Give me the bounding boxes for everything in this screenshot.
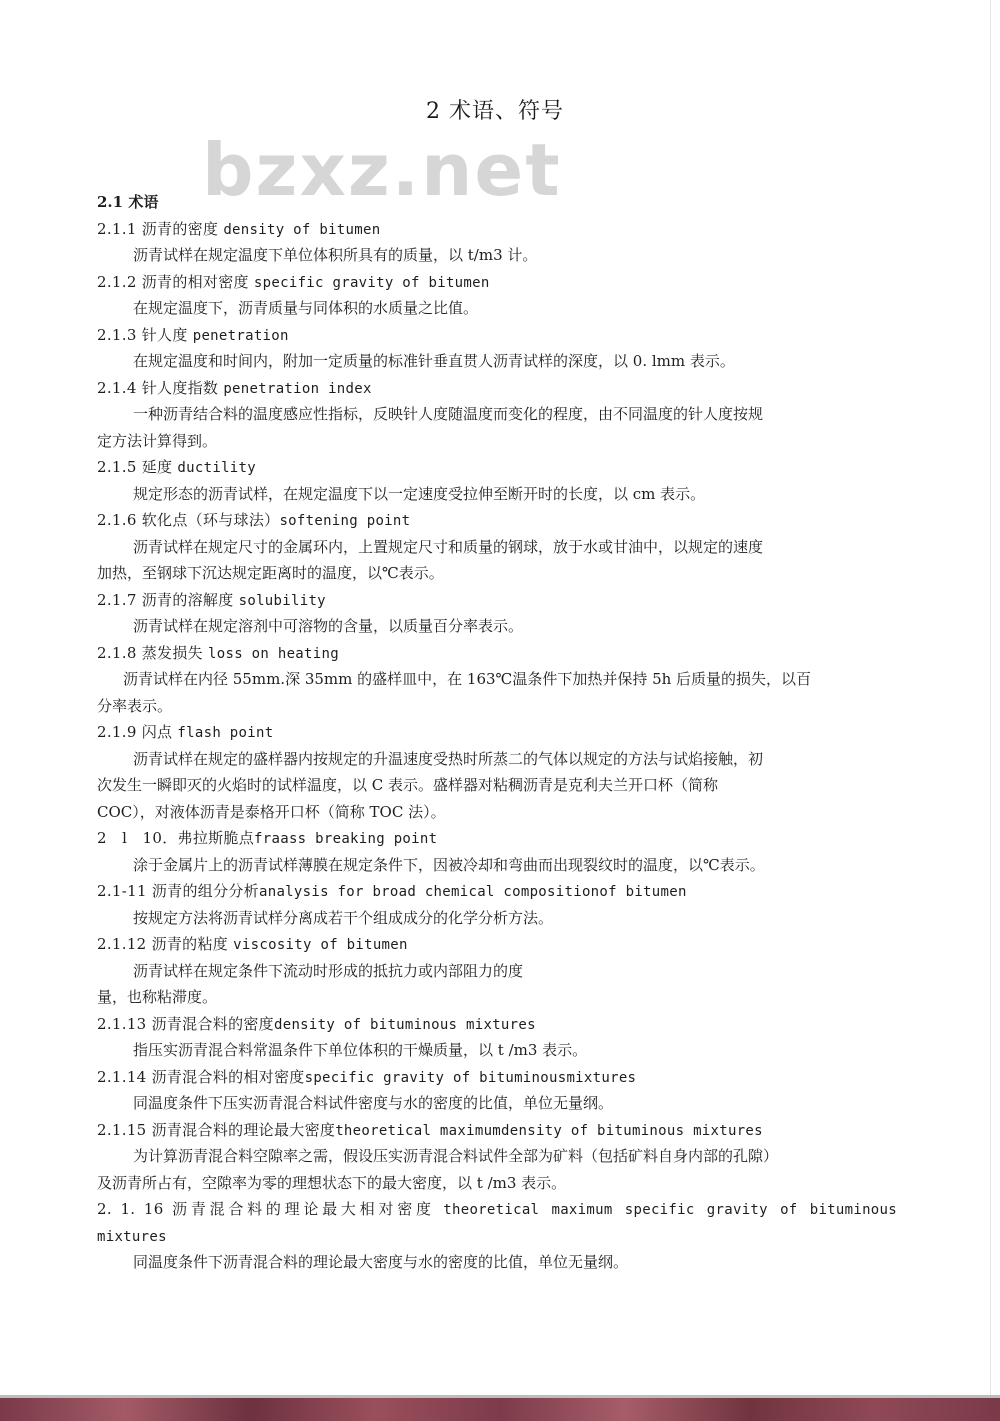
definition: 沥青试样在规定温度下单位体积所具有的质量，以 t/m3 计。 [133,246,538,264]
term-2-1-6 [97,507,897,534]
definition-continued: 次发生一瞬即灭的火焰时的试样温度，以 C 表示。盛样器对粘稠沥青是克利夫兰开口杯（简称 [97,776,719,794]
term-2-1-9 [97,719,897,746]
term-zh: 2.1.13 沥青混合料的密度 [97,1014,274,1033]
term-2-1-7 [97,587,897,614]
term-en: theoretical maximumdensity of bituminous mixtures [335,1122,763,1139]
term-2-1-8 [97,640,897,667]
term-zh: 2.1.9 闪点 [97,723,173,741]
term-zh: 2.1.4 针人度指数 [97,378,219,397]
page-title: 2 术语、符号 [426,99,564,124]
definition: 沥青试样在规定溶剂中可溶物的含量，以质量百分率表示。 [133,617,524,635]
term-zh: 2.1.5 延度 [97,458,173,476]
definition: 为计算沥青混合料空隙率之需，假设压实沥青混合料试件全部为矿料（包括矿料自身内部的孔隙） [133,1147,779,1165]
term-zh: 2 l 10．弗拉斯脆点 [97,829,255,847]
term-en: density of bituminous mixtures [273,1016,536,1033]
definition: 指压实沥青混合料常温条件下单位体积的干燥质量，以 t /m3 表示。 [133,1041,588,1059]
term-2-1-11 [97,878,897,905]
term-zh: 2.1.8 蒸发损失 [97,643,203,662]
term-2-1-10 [97,825,897,852]
definition: 沥青试样在规定的盛样器内按规定的升温速度受热时所蒸二的气体以规定的方法与试焰接触，初 [133,749,764,768]
term-en: viscosity of bitumen [233,937,408,953]
definition-continued: 及沥青所占有，空隙率为零的理想状态下的最大密度，以 t /m3 表示。 [97,1173,567,1192]
definition: 规定形态的沥青试样，在规定温度下以一定速度受拉伸至断开时的长度，以 cm 表示。 [133,484,706,503]
term-en: softening point [279,513,411,529]
definition: 同温度条件下压实沥青混合料试件密度与水的密度的比值，单位无量纲。 [133,1094,614,1112]
watermark: bzxz.net [202,128,562,212]
definition-continued: 分率表示。 [97,696,173,715]
term-2-1-12 [97,931,897,958]
definition: 按规定方法将沥青试样分离成若干个组成成分的化学分析方法。 [133,908,554,927]
term-2-1-4 [97,375,897,402]
term-en: penetration [192,327,289,344]
term-en: theoretical maximum specific gravity of bituminous [443,1202,897,1218]
term-2-1-2 [97,269,897,296]
term-2-1-1 [97,216,897,243]
term-continued [97,1223,897,1250]
definition: 沥青试样在规定条件下流动时形成的抵抗力或内部阻力的度 [133,961,524,980]
term-zh: 2.1.6 软化点（环与球法） [97,511,280,529]
term-2-1-3 [97,322,897,349]
term-en: loss on heating [208,645,339,662]
term-en: penetration index [223,380,372,397]
term-en: specific gravity of bituminousmixtures [304,1069,637,1086]
definition: 沥青试样在内径 55mm.深 35mm 的盛样皿中，在 163℃温条件下加热并保持 5h 后质量的损失，以百 [123,670,812,688]
term-en: ductility [177,460,256,476]
definition: 同温度条件下沥青混合料的理论最大密度与水的密度的比值，单位无量纲。 [133,1253,629,1271]
term-en: flash point [177,725,274,741]
definition: 沥青试样在规定尺寸的金属环内，上置规定尺寸和质量的钢球，放于水或甘油中，以规定的速度 [133,537,764,556]
term-zh: 2.1.2 沥青的相对密度 [97,272,249,291]
term-zh: 2.1.3 针人度 [97,325,188,344]
term-2-1-16 [97,1196,897,1223]
definition-continued: 定方法计算得到。 [97,431,218,450]
definition: 涂于金属片上的沥青试样薄膜在规定条件下，因被冷却和弯曲而出现裂纹时的温度，以℃表示。 [133,855,765,874]
term-zh: 2.1-11 沥青的组分分析 [97,882,259,900]
term-2-1-13 [97,1011,897,1038]
term-en: solubility [238,592,326,609]
term-zh: 2.1.7 沥青的溶解度 [97,590,234,609]
section-heading: 2.1 术语 [97,193,159,211]
term-zh: 2.1.14 沥青混合料的相对密度 [97,1067,305,1086]
definition-continued: COC），对液体沥青是泰格开口杯（简称 TOC 法）。 [97,802,446,821]
terms-content [97,189,897,1276]
definition: 在规定温度下，沥青质量与同体积的水质量之比值。 [133,299,479,317]
definition: 一种沥青结合料的温度感应性指标，反映针人度随温度而变化的程度，由不同温度的针人度按规 [133,405,764,423]
definition-continued: 量，也称粘滞度。 [97,988,218,1006]
definition-continued: 加热，至钢球下沉达规定距离时的温度，以℃表示。 [97,564,444,582]
definition: 在规定温度和时间内，附加一定质量的标准针垂直贯人沥青试样的深度，以 0. lmm 表示。 [133,352,735,370]
term-2-1-15 [97,1117,897,1144]
term-2-1-5 [97,454,897,481]
term-en: density of bitumen [223,221,381,238]
term-zh: 2. 1. 16 沥青混合料的理论最大相对密度 [97,1200,435,1218]
bottom-image-strip [0,1395,1000,1421]
term-en: analysis for broad chemical compositionof bitumen [258,884,687,900]
term-en: specific gravity of bitumen [253,274,490,291]
term-en: fraass breaking point [254,831,438,847]
term-zh: 2.1.15 沥青混合料的理论最大密度 [97,1120,336,1139]
term-2-1-14 [97,1064,897,1091]
term-zh: 2.1.12 沥青的粘度 [97,935,229,953]
term-zh: 2.1.1 沥青的密度 [97,219,219,238]
term-en-continued: mixtures [97,1228,167,1245]
